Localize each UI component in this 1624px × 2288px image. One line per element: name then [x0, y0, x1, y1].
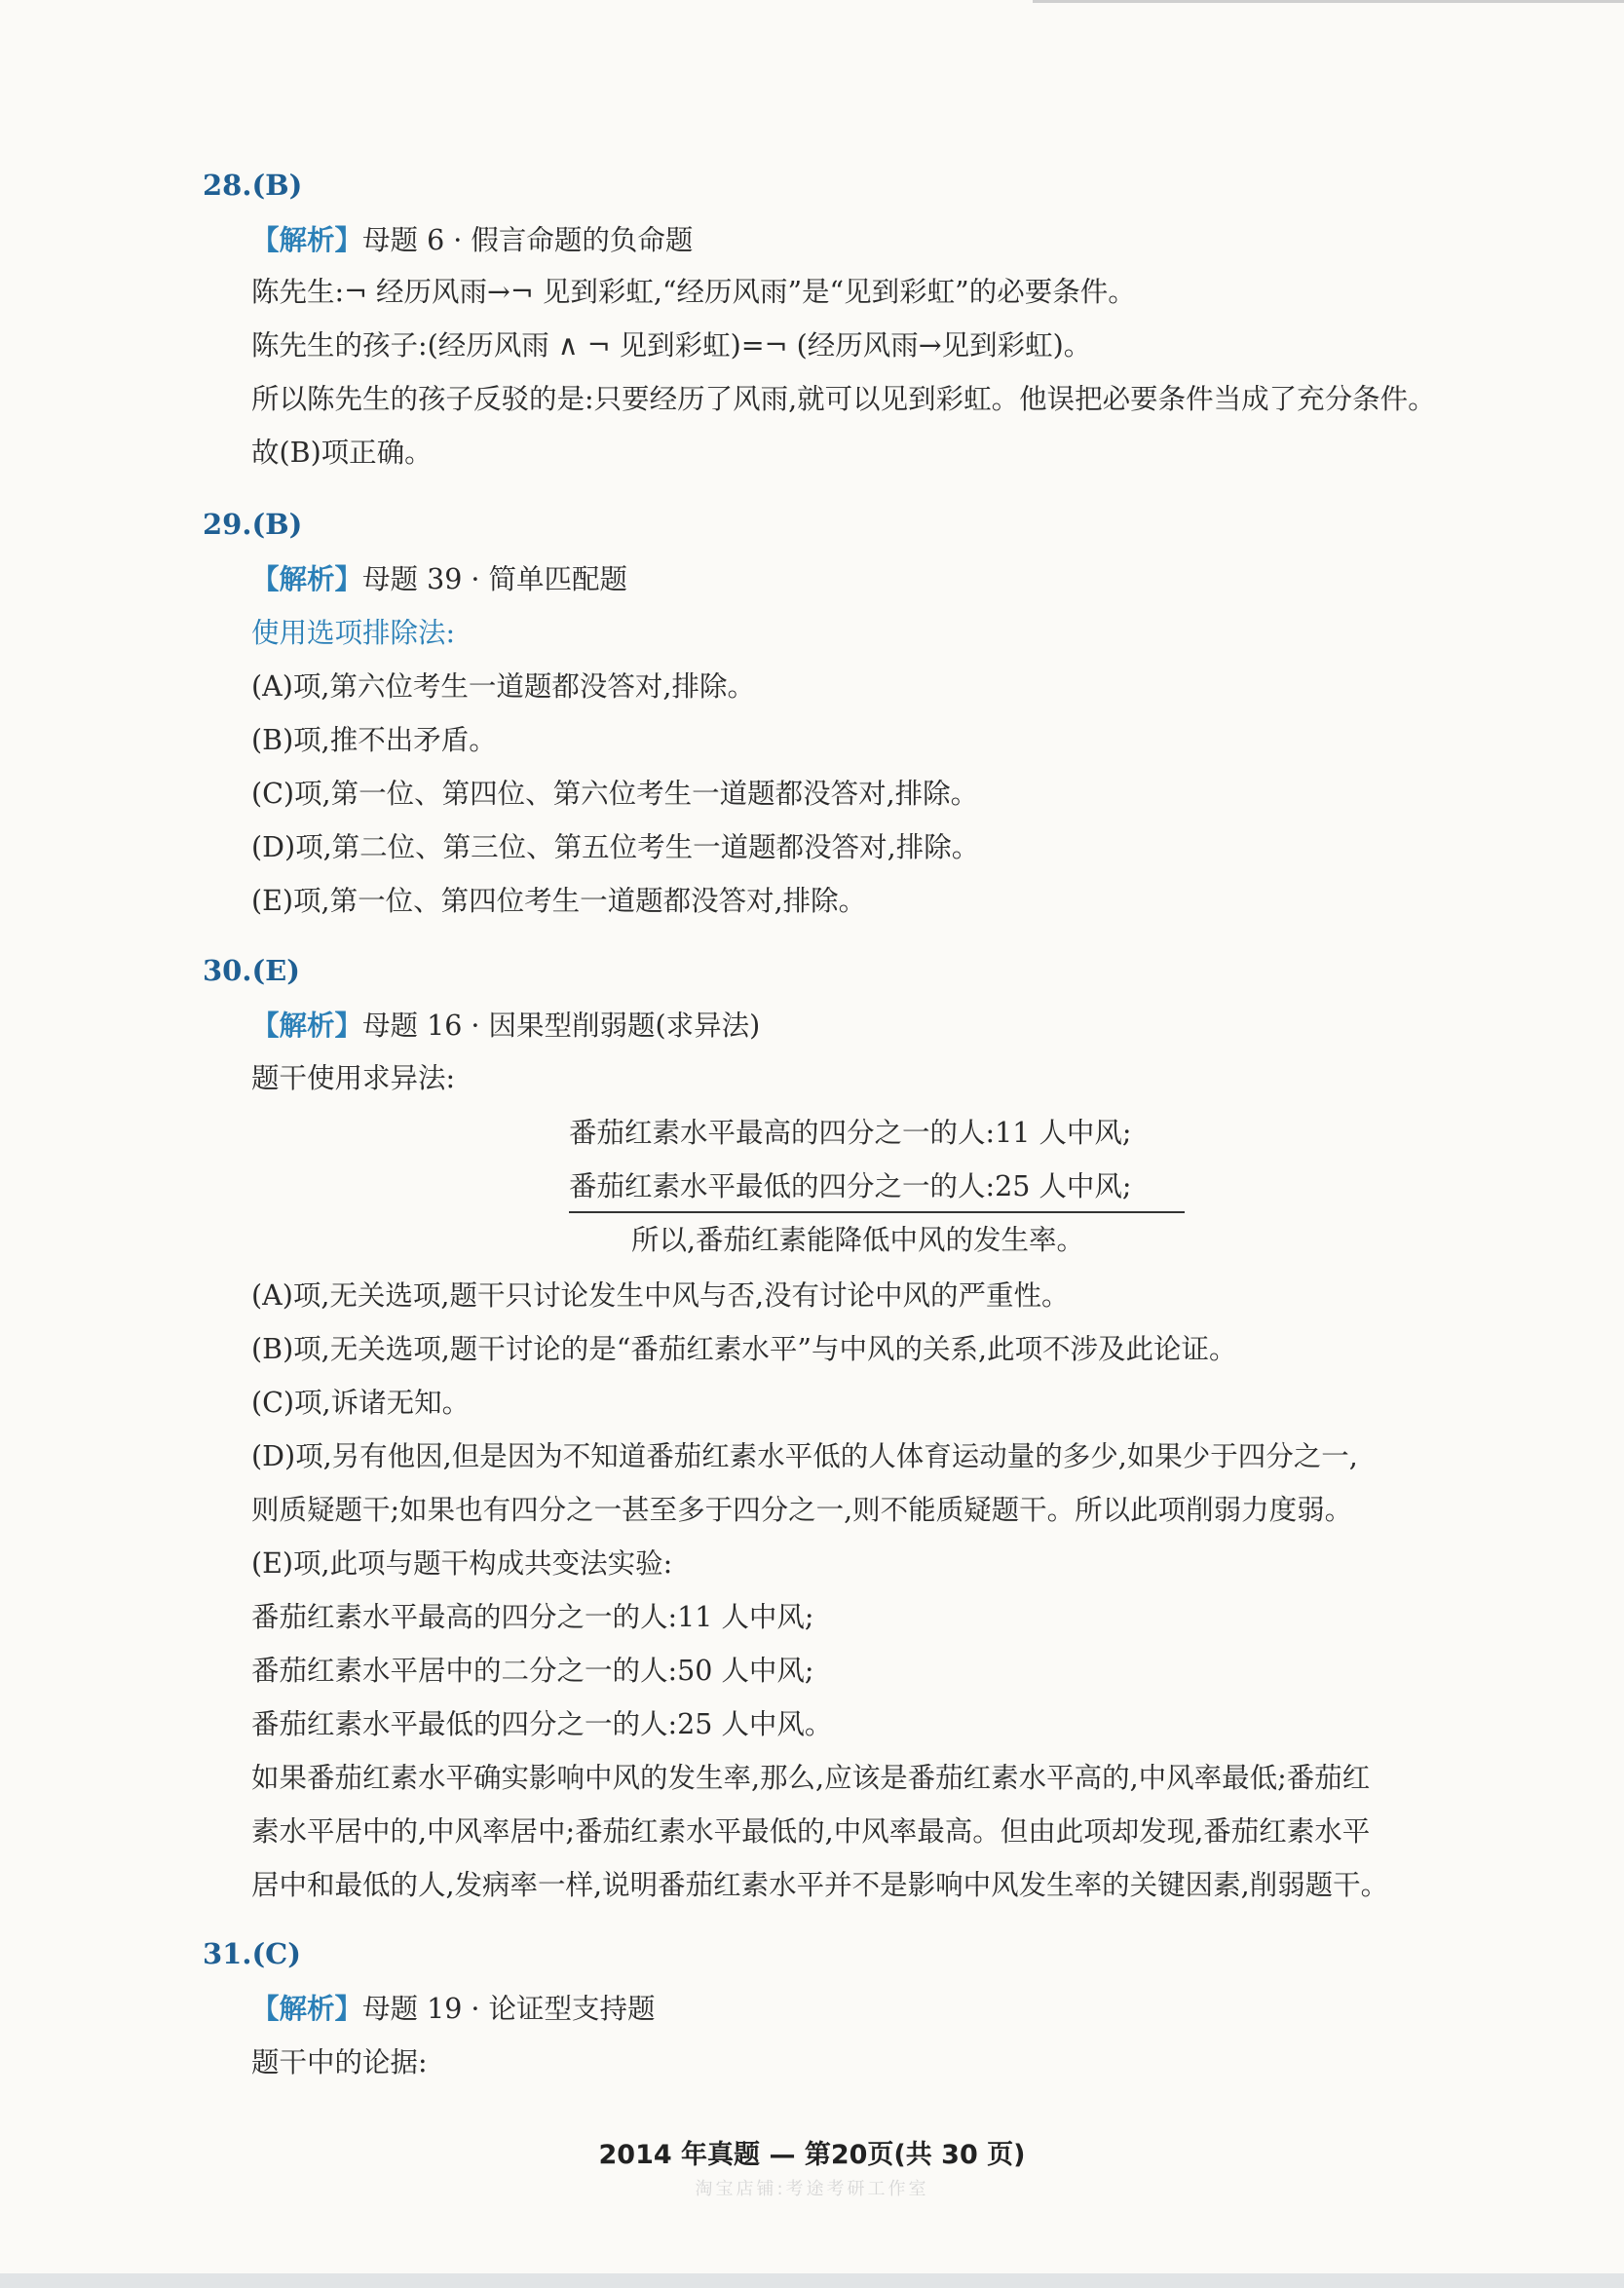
question-number-28: 28.(B) — [203, 169, 303, 202]
q30-line-10: 如果番茄红素水平确实影响中风的发生率,那么,应该是番茄红素水平高的,中风率最低;番茄红 — [251, 1762, 1371, 1794]
q30-line-11: 素水平居中的,中风率居中;番茄红素水平最低的,中风率最高。但由此项却发现,番茄红素水平 — [251, 1815, 1371, 1848]
q30-line-2: (B)项,无关选项,题干讨论的是“番茄红素水平”与中风的关系,此项不涉及此论证。 — [251, 1333, 1237, 1365]
analysis-type: 母题 16 · 因果型削弱题(求异法) — [362, 1010, 761, 1042]
bracket-close: 】 — [334, 1009, 363, 1042]
bracket-open: 【 — [251, 1009, 280, 1042]
bracket-open: 【 — [251, 1992, 280, 2025]
question-number-29: 29.(B) — [203, 508, 303, 541]
bracket-open: 【 — [251, 562, 280, 595]
analysis-type: 母题 39 · 简单匹配题 — [362, 563, 628, 595]
bracket-close: 】 — [334, 1992, 363, 2025]
top-rule — [1033, 0, 1624, 3]
q30-line-7: 番茄红素水平最高的四分之一的人:11 人中风; — [251, 1601, 814, 1633]
q28-line-1: 陈先生:¬ 经历风雨→¬ 见到彩虹,“经历风雨”是“见到彩虹”的必要条件。 — [251, 276, 1136, 308]
q29-line-2: (B)项,推不出矛盾。 — [251, 724, 497, 756]
watermark: 淘宝店铺:考途考研工作室 — [695, 2179, 929, 2199]
analysis-type: 母题 6 · 假言命题的负命题 — [362, 224, 694, 256]
page-footer: 2014 年真题 — 第20页(共 30 页) — [598, 2140, 1026, 2170]
analysis-header-30 — [251, 1006, 760, 1045]
question-number-31: 31.(C) — [203, 1937, 301, 1970]
q28-line-4: 故(B)项正确。 — [251, 437, 433, 469]
bracket-close: 】 — [334, 223, 363, 256]
q30-line-8: 番茄红素水平居中的二分之一的人:50 人中风; — [251, 1655, 814, 1687]
q30-intro: 题干使用求异法: — [251, 1062, 456, 1094]
analysis-header-28 — [251, 220, 693, 259]
q30-conclusion: 所以,番茄红素能降低中风的发生率。 — [631, 1224, 1085, 1256]
analysis-type: 母题 19 · 论证型支持题 — [362, 1993, 656, 2025]
q29-line-4: (D)项,第二位、第三位、第五位考生一道题都没答对,排除。 — [251, 831, 980, 863]
q30-line-1: (A)项,无关选项,题干只讨论发生中风与否,没有讨论中风的严重性。 — [251, 1279, 1070, 1312]
q30-line-6: (E)项,此项与题干构成共变法实验: — [251, 1547, 673, 1580]
bracket-close: 】 — [334, 562, 363, 595]
analysis-tag: 解析 — [279, 223, 335, 256]
analysis-header-31 — [251, 1989, 656, 2028]
bracket-open: 【 — [251, 223, 280, 256]
q29-line-1: (A)项,第六位考生一道题都没答对,排除。 — [251, 670, 755, 703]
q30-line-4: (D)项,另有他因,但是因为不知道番茄红素水平低的人体育运动量的多少,如果少于四分之一, — [251, 1440, 1358, 1472]
q28-line-3: 所以陈先生的孩子反驳的是:只要经历了风雨,就可以见到彩虹。他误把必要条件当成了充分条件。 — [251, 383, 1436, 415]
q29-line-5: (E)项,第一位、第四位考生一道题都没答对,排除。 — [251, 885, 867, 917]
q28-line-2: 陈先生的孩子:(经历风雨 ∧ ¬ 见到彩虹)=¬ (经历风雨→见到彩虹)。 — [251, 329, 1092, 362]
bottom-band — [0, 2273, 1624, 2288]
question-number-30: 30.(E) — [203, 954, 300, 987]
q30-line-5: 则质疑题干;如果也有四分之一甚至多于四分之一,则不能质疑题干。所以此项削弱力度弱。 — [251, 1494, 1353, 1526]
q31-line-1: 题干中的论据: — [251, 2046, 428, 2078]
q29-method: 使用选项排除法: — [251, 617, 456, 649]
analysis-header-29 — [251, 559, 627, 598]
analysis-tag: 解析 — [279, 1992, 335, 2025]
q29-line-3: (C)项,第一位、第四位、第六位考生一道题都没答对,排除。 — [251, 778, 979, 810]
q30-line-9: 番茄红素水平最低的四分之一的人:25 人中风。 — [251, 1708, 833, 1740]
q30-premise-1: 番茄红素水平最高的四分之一的人:11 人中风; — [569, 1117, 1132, 1149]
q30-line-3: (C)项,诉诸无知。 — [251, 1387, 471, 1419]
analysis-tag: 解析 — [279, 562, 335, 595]
conclusion-rule — [569, 1211, 1185, 1213]
q30-premise-2: 番茄红素水平最低的四分之一的人:25 人中风; — [569, 1170, 1132, 1202]
q30-line-12: 居中和最低的人,发病率一样,说明番茄红素水平并不是影响中风发生率的关键因素,削弱题干。 — [251, 1869, 1389, 1901]
analysis-tag: 解析 — [279, 1009, 335, 1042]
